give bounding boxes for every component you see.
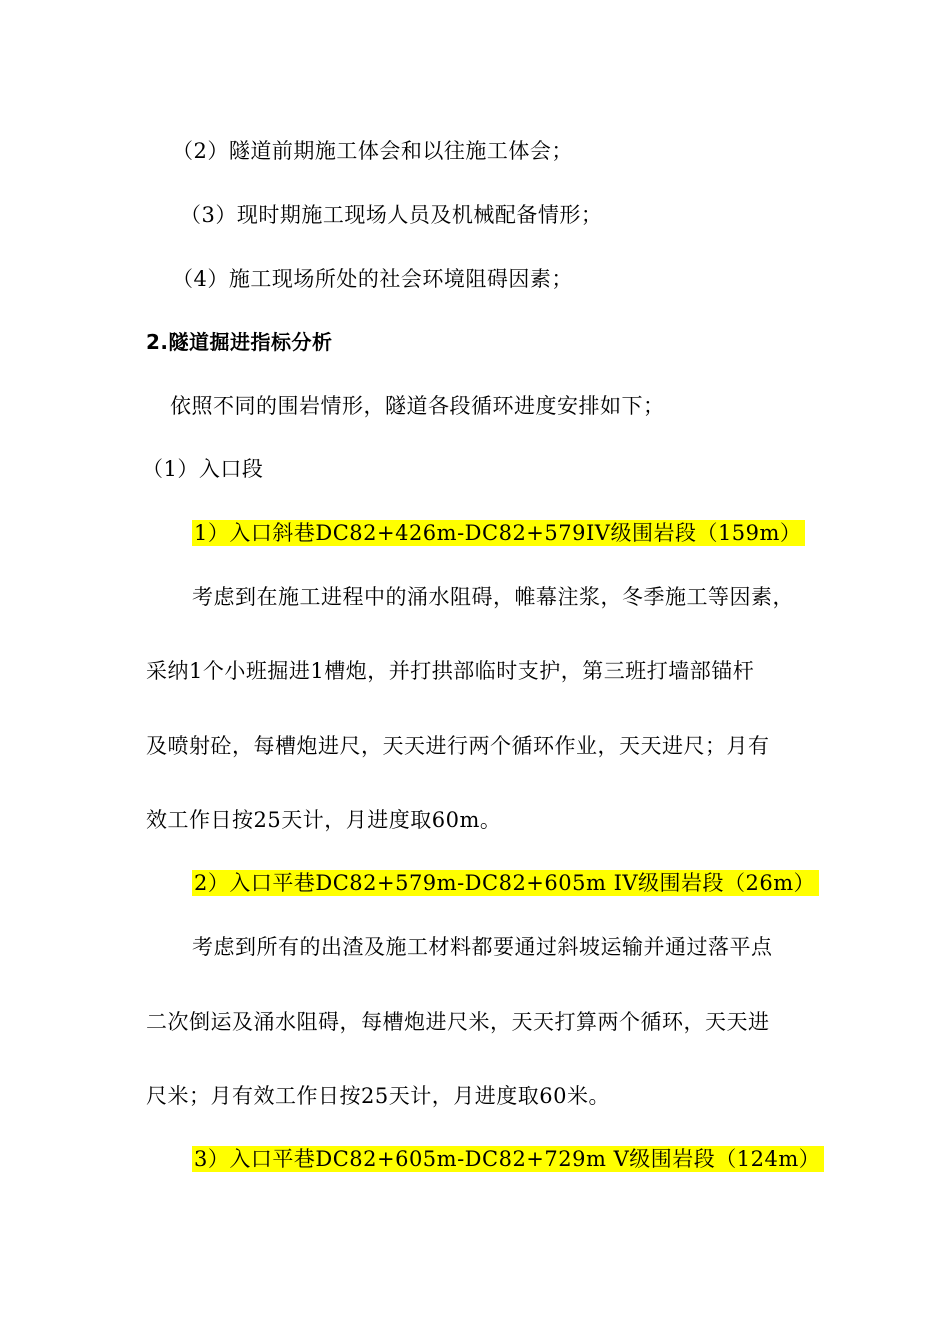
intro-paragraph: 依照不同的围岩情形，隧道各段循环进度安排如下；	[170, 394, 665, 418]
paragraph-1-line-4: 效工作日按25天计，月进度取60m。	[146, 808, 502, 832]
paragraph-1-line-2: 采纳1个小班掘进1槽炮，并打拱部临时支护，第三班打墙部锚杆	[146, 659, 755, 683]
paragraph-2-line-3: 尺米；月有效工作日按25天计，月进度取60米。	[146, 1084, 610, 1108]
highlighted-text-2: 2）入口平巷DC82+579m-DC82+605m IV级围岩段（26m）	[192, 870, 819, 896]
list-item-4: （4）施工现场所处的社会环境阻碍因素；	[172, 267, 573, 291]
section-heading: 2.隧道掘进指标分析	[146, 330, 333, 354]
highlighted-text-1: 1）入口斜巷DC82+426m-DC82+579IV级围岩段（159m）	[192, 520, 805, 546]
list-item-3: （3）现时期施工现场人员及机械配备情形；	[180, 203, 603, 227]
paragraph-2-line-2: 二次倒运及涌水阻碍，每槽炮进尺米，天天打算两个循环，天天进	[146, 1010, 770, 1034]
paragraph-2-line-1: 考虑到所有的出渣及施工材料都要通过斜坡运输并通过落平点	[192, 935, 773, 959]
highlighted-item-1	[192, 518, 805, 548]
highlighted-text-3: 3）入口平巷DC82+605m-DC82+729m V级围岩段（124m）	[192, 1146, 824, 1172]
paragraph-1-line-1: 考虑到在施工进程中的涌水阻碍，帷幕注浆，冬季施工等因素，	[192, 585, 794, 609]
list-item-2: （2）隧道前期施工体会和以往施工体会；	[172, 139, 573, 163]
highlighted-item-3	[192, 1144, 824, 1174]
highlighted-item-2	[192, 868, 819, 898]
paragraph-1-line-3: 及喷射砼，每槽炮进尺，天天进行两个循环作业，天天进尺；月有	[146, 734, 770, 758]
subsection-heading: （1）入口段	[142, 457, 264, 481]
